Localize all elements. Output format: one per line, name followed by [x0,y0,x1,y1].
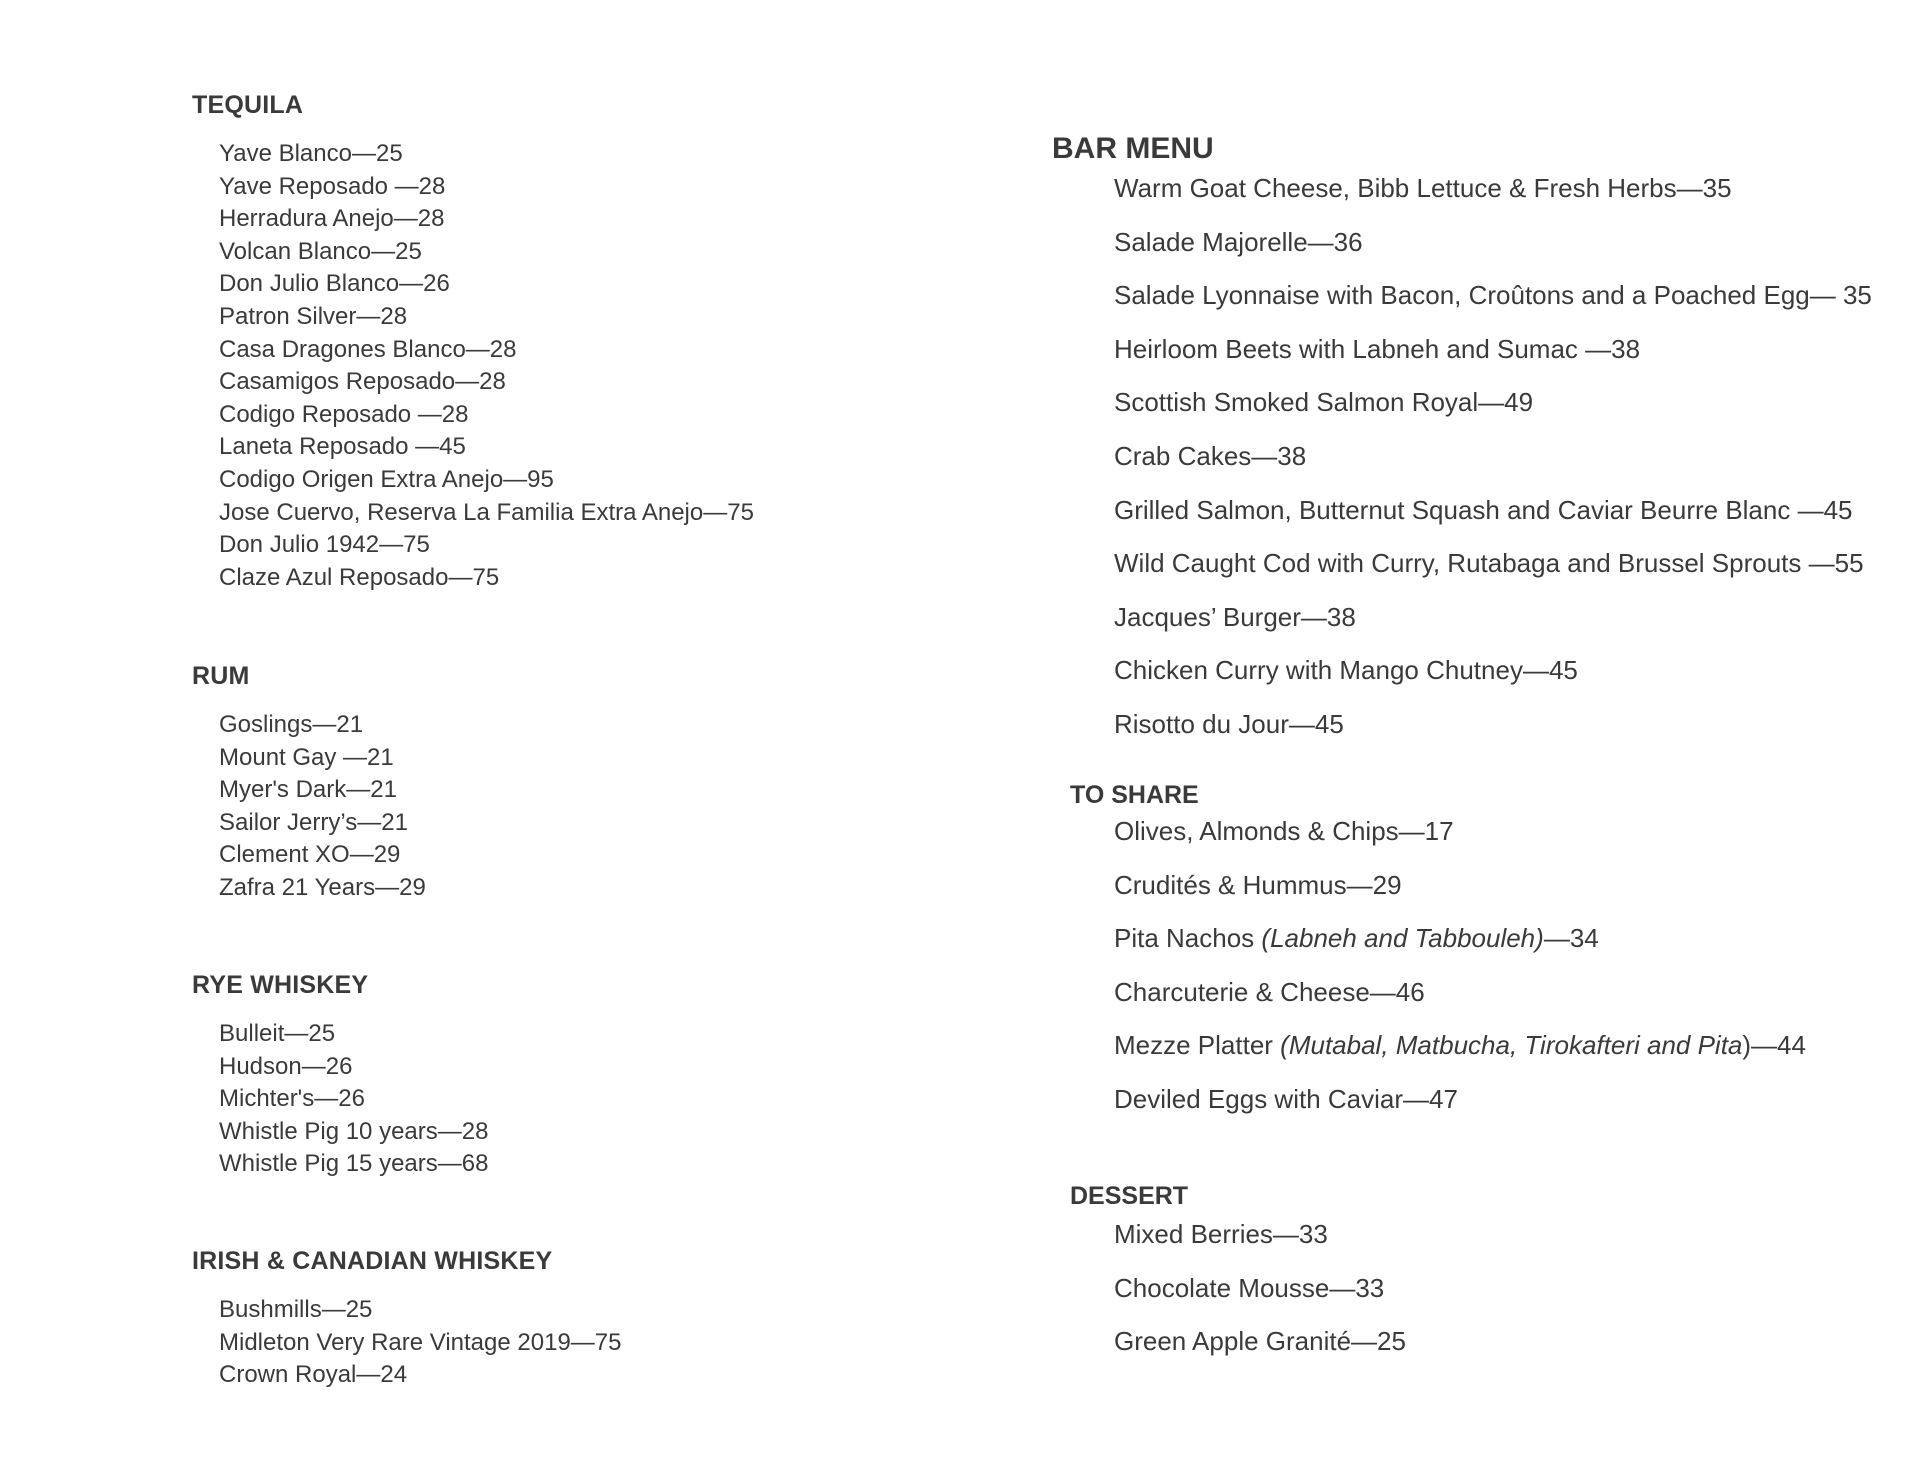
tequila-section [192,90,992,594]
menu-item: Codigo Origen Extra Anejo—95 [219,465,554,493]
menu-item: Salade Lyonnaise with Bacon, Croûtons and a Poached Egg— 35 [1114,280,1872,311]
menu-item: Don Julio 1942—75 [219,531,430,559]
menu-item: Mixed Berries—33 [1114,1219,1328,1249]
menu-item: Risotto du Jour—45 [1114,708,1344,739]
tequila-heading: TEQUILA [192,91,304,119]
tequila-list [219,138,992,594]
menu-item: Clement XO—29 [219,841,401,869]
rye-whiskey-section [192,970,992,1181]
menu-item: Olives, Almonds & Chips—17 [1114,816,1454,846]
menu-item: Grilled Salmon, Butternut Squash and Caviar Beurre Blanc —45 [1114,494,1853,525]
menu-item: Mount Gay —21 [219,743,394,771]
bar-menu-heading: BAR MENU [1052,132,1214,165]
menu-item: Michter's—26 [219,1085,365,1113]
menu-item: Yave Blanco—25 [219,140,403,167]
irish-canadian-whiskey-list [219,1294,992,1392]
menu-item: Crown Royal—24 [219,1361,408,1389]
rum-list [219,709,992,905]
bar-menu-list [1114,162,1872,752]
menu-item: Green Apple Granité—25 [1114,1326,1406,1357]
item-description: (Labneh and Tabbouleh) [1261,923,1544,954]
menu-item: Salade Majorelle—36 [1114,226,1363,257]
menu-item: Whistle Pig 10 years—28 [219,1117,489,1145]
item-price: —34 [1543,923,1599,954]
menu-item: Heirloom Beets with Labneh and Sumac —38 [1114,333,1641,364]
menu-item: Don Julio Blanco—26 [219,270,450,298]
menu-item: Chicken Curry with Mango Chutney—45 [1114,655,1578,686]
item-price: )—44 [1742,1030,1806,1061]
menu-item: Sailor Jerry’s—21 [219,808,408,836]
menu-item: Whistle Pig 15 years—68 [219,1150,489,1178]
menu-item: Goslings—21 [219,711,364,738]
menu-item: Casa Dragones Blanco—28 [219,335,517,363]
rye-whiskey-list [219,1018,992,1181]
menu-item: Herradura Anejo—28 [219,205,445,233]
irish-canadian-whiskey-heading: IRISH & CANADIAN WHISKEY [192,1247,553,1275]
menu-item: Patron Silver—28 [219,302,408,330]
menu-item: Yave Reposado —28 [219,172,446,200]
menu-item: Myer's Dark—21 [219,776,397,804]
rum-section [192,661,992,905]
menu-item: Zafra 21 Years—29 [219,873,426,901]
menu-item: Casamigos Reposado—28 [219,368,506,396]
rye-whiskey-heading: RYE WHISKEY [192,971,369,999]
to-share-heading: TO SHARE [1070,781,1199,809]
menu-item [1114,1019,1806,1073]
item-name: Mezze Platter [1114,1030,1281,1061]
menu-item: Warm Goat Cheese, Bibb Lettuce & Fresh Herbs—35 [1114,173,1732,203]
menu-item: Crudités & Hummus—29 [1114,869,1402,900]
menu-item: Bushmills—25 [219,1296,373,1323]
dessert-list [1114,1208,1406,1369]
menu-item: Scottish Smoked Salmon Royal—49 [1114,387,1534,418]
item-description: (Mutabal, Matbucha, Tirokafteri and Pita [1280,1030,1743,1061]
menu-item [1114,912,1806,966]
menu-item: Bulleit—25 [219,1020,336,1047]
to-share-list [1114,805,1806,1127]
menu-item: Charcuterie & Cheese—46 [1114,976,1425,1007]
irish-canadian-whiskey-section [192,1246,992,1392]
menu-item: Hudson—26 [219,1052,353,1080]
menu-item: Deviled Eggs with Caviar—47 [1114,1083,1458,1114]
menu-item: Jose Cuervo, Reserva La Familia Extra Anejo—75 [219,498,754,526]
menu-item: Codigo Reposado —28 [219,400,469,428]
menu-item: Wild Caught Cod with Curry, Rutabaga and Brussel Sprouts —55 [1114,548,1864,579]
menu-item: Laneta Reposado —45 [219,433,466,461]
dessert-heading: DESSERT [1070,1182,1189,1210]
menu-item: Midleton Very Rare Vintage 2019—75 [219,1328,622,1356]
menu-item: Jacques’ Burger—38 [1114,601,1356,632]
menu-item: Chocolate Mousse—33 [1114,1272,1385,1303]
menu-item: Crab Cakes—38 [1114,440,1307,471]
menu-item: Volcan Blanco—25 [219,237,422,265]
item-name: Pita Nachos [1114,923,1262,954]
rum-heading: RUM [192,662,250,690]
menu-item: Claze Azul Reposado—75 [219,563,500,591]
